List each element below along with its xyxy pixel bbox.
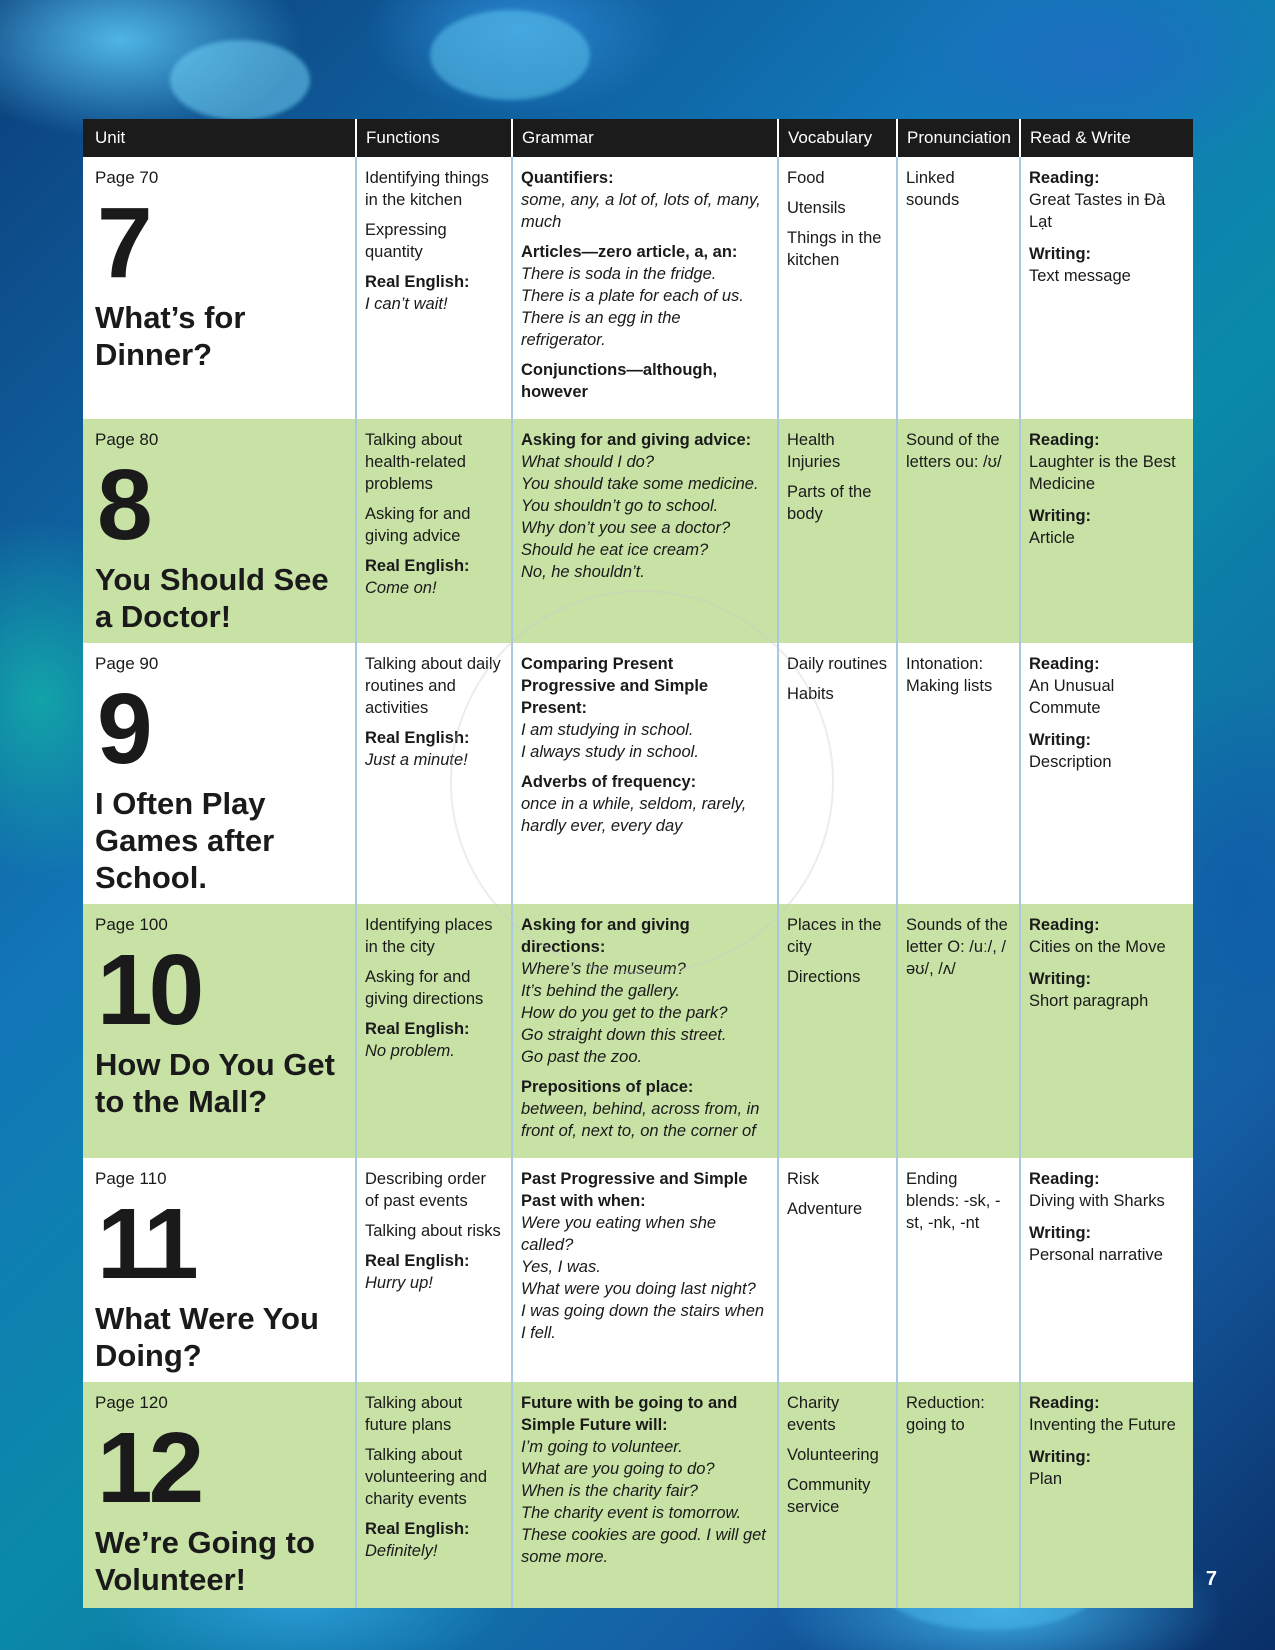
function-item: Describing order of past events [365, 1170, 487, 1210]
function-item: Identifying things in the kitchen [365, 169, 489, 209]
real-english-phrase: Come on! [365, 579, 437, 597]
unit-number: 8 [97, 449, 149, 561]
grammar-example: Go past the zoo. [521, 1048, 643, 1066]
writing-label: Writing: [1029, 507, 1092, 525]
table-row [83, 1382, 1193, 1608]
vocabulary-cell [778, 419, 897, 643]
grammar-cell [512, 419, 778, 643]
vocabulary-item: Food [787, 169, 825, 187]
writing-type: Plan [1029, 1470, 1063, 1488]
vocabulary-cell [778, 1158, 897, 1382]
grammar-example: between, behind, across from, in front of, next to, on the corner of [521, 1100, 760, 1140]
writing-type: Text message [1029, 267, 1131, 285]
writing-type: Short paragraph [1029, 992, 1149, 1010]
grammar-heading: Prepositions of place: [521, 1078, 694, 1096]
vocabulary-item: Health Injuries [787, 431, 841, 471]
writing-label: Writing: [1029, 1448, 1092, 1466]
unit-cell [83, 904, 356, 1158]
unit-page-label: Page 120 [95, 1393, 168, 1412]
pronunciation-cell [897, 1158, 1020, 1382]
pronunciation-item: Intonation: Making lists [906, 655, 993, 695]
reading-label: Reading: [1029, 431, 1100, 449]
grammar-example: I was going down the stairs when I fell. [521, 1302, 765, 1342]
functions-cell [356, 904, 512, 1158]
pronunciation-item: Sounds of the letter O: /uː/, /əʊ/, /ʌ/ [906, 916, 1008, 978]
unit-cell [83, 1158, 356, 1382]
function-item: Expressing quantity [365, 221, 447, 261]
grammar-example: some, any, a lot of, lots of, many, much [521, 191, 761, 231]
grammar-block [521, 359, 769, 403]
grammar-block [521, 167, 769, 233]
vocabulary-cell [778, 1382, 897, 1608]
reading-label: Reading: [1029, 655, 1100, 673]
pronunciation-item: Reduction: going to [906, 1394, 985, 1434]
grammar-example: There is a plate for each of us. [521, 287, 744, 305]
reading-title: Inventing the Future [1029, 1416, 1176, 1434]
background-blob [430, 10, 590, 100]
vocabulary-item: Risk [787, 1170, 820, 1188]
unit-cell [83, 157, 356, 419]
grammar-block [521, 1392, 769, 1568]
spacer [1029, 958, 1185, 968]
functions-cell [356, 643, 512, 904]
vocabulary-item: Places in the city [787, 916, 882, 956]
grammar-block [521, 241, 769, 351]
header-row [83, 119, 1193, 157]
grammar-example: It’s behind the gallery. [521, 982, 680, 1000]
unit-title: What’s for Dinner? [95, 300, 246, 372]
pronunciation-cell [897, 419, 1020, 643]
unit-page-label: Page 90 [95, 654, 159, 673]
real-english-label: Real English: [365, 1252, 470, 1270]
function-item: Talking about volunteering and charity events [365, 1446, 488, 1508]
reading-label: Reading: [1029, 1394, 1100, 1412]
grammar-example: I always study in school. [521, 743, 699, 761]
grammar-example: There is soda in the fridge. [521, 265, 717, 283]
function-item: Identifying places in the city [365, 916, 493, 956]
reading-label: Reading: [1029, 1170, 1100, 1188]
unit-title: You Should See a Doctor! [95, 562, 329, 634]
vocabulary-item: Community service [787, 1476, 871, 1516]
function-item: Talking about daily routines and activities [365, 655, 501, 717]
pronunciation-cell [897, 904, 1020, 1158]
vocabulary-cell [778, 904, 897, 1158]
read-write-cell [1020, 1382, 1193, 1608]
read-write-cell [1020, 643, 1193, 904]
functions-cell [356, 157, 512, 419]
unit-cell [83, 1382, 356, 1608]
table-row [83, 1158, 1193, 1382]
grammar-example: There is an egg in the refrigerator. [521, 309, 681, 349]
real-english-phrase: Just a minute! [365, 751, 468, 769]
functions-cell [356, 1158, 512, 1382]
table-row [83, 419, 1193, 643]
unit-number: 12 [97, 1412, 201, 1524]
function-item: Talking about health-related problems [365, 431, 466, 493]
reading-title: Great Tastes in Đà Lạt [1029, 191, 1166, 231]
reading-title: Diving with Sharks [1029, 1192, 1165, 1210]
function-item: Asking for and giving advice [365, 505, 471, 545]
pronunciation-cell [897, 643, 1020, 904]
grammar-example: Why don’t you see a doctor? [521, 519, 731, 537]
page-number: 7 [1205, 1568, 1217, 1590]
grammar-heading: Adverbs of frequency: [521, 773, 697, 791]
spacer [1029, 495, 1185, 505]
pronunciation-item: Linked sounds [906, 169, 960, 209]
grammar-example: These cookies are good. I will get some more. [521, 1526, 766, 1566]
grammar-heading: Quantifiers: [521, 169, 614, 187]
grammar-example: I am studying in school. [521, 721, 694, 739]
unit-number: 7 [97, 187, 149, 299]
real-english-label: Real English: [365, 1520, 470, 1538]
grammar-cell [512, 1158, 778, 1382]
background-blob [170, 40, 310, 120]
writing-label: Writing: [1029, 731, 1092, 749]
reading-label: Reading: [1029, 169, 1100, 187]
grammar-block [521, 653, 769, 763]
grammar-example: How do you get to the park? [521, 1004, 728, 1022]
real-english-phrase: I can’t wait! [365, 295, 448, 313]
grammar-example: What were you doing last night? [521, 1280, 756, 1298]
reading-title: Laughter is the Best Medicine [1029, 453, 1176, 493]
vocabulary-item: Adventure [787, 1200, 863, 1218]
writing-label: Writing: [1029, 970, 1092, 988]
grammar-example: once in a while, seldom, rarely, hardly ever, every day [521, 795, 747, 835]
writing-label: Writing: [1029, 1224, 1092, 1242]
grammar-example: The charity event is tomorrow. [521, 1504, 742, 1522]
grammar-example: What should I do? [521, 453, 654, 471]
unit-page-label: Page 70 [95, 168, 159, 187]
unit-page-label: Page 100 [95, 915, 168, 934]
grammar-heading: Comparing Present Progressive and Simple Present: [521, 655, 709, 717]
writing-type: Article [1029, 529, 1075, 547]
real-english-label: Real English: [365, 557, 470, 575]
unit-cell [83, 643, 356, 904]
table-row [83, 904, 1193, 1158]
header-grammar: Grammar [512, 119, 778, 157]
grammar-block [521, 771, 769, 837]
grammar-example: Were you eating when she called? [521, 1214, 717, 1254]
read-write-cell [1020, 419, 1193, 643]
vocabulary-item: Charity events [787, 1394, 840, 1434]
reading-label: Reading: [1029, 916, 1100, 934]
pronunciation-cell [897, 157, 1020, 419]
grammar-example: Go straight down this street. [521, 1026, 727, 1044]
real-english-phrase: No problem. [365, 1042, 455, 1060]
grammar-example: Should he eat ice cream? [521, 541, 709, 559]
grammar-heading: Asking for and giving directions: [521, 916, 690, 956]
spacer [1029, 719, 1185, 729]
vocabulary-item: Things in the kitchen [787, 229, 882, 269]
unit-number: 11 [97, 1188, 195, 1300]
pronunciation-item: Sound of the letters ou: /ʊ/ [906, 431, 1002, 471]
header-pronunciation: Pronunciation [897, 119, 1020, 157]
unit-page-label: Page 80 [95, 430, 159, 449]
real-english-phrase: Definitely! [365, 1542, 438, 1560]
unit-number: 9 [97, 673, 149, 785]
writing-type: Description [1029, 753, 1112, 771]
vocabulary-cell [778, 157, 897, 419]
table-row [83, 157, 1193, 419]
unit-title: How Do You Get to the Mall? [95, 1047, 335, 1119]
writing-type: Personal narrative [1029, 1246, 1163, 1264]
real-english-label: Real English: [365, 729, 470, 747]
vocabulary-item: Volunteering [787, 1446, 879, 1464]
header-read-write: Read & Write [1020, 119, 1193, 157]
unit-title: I Often Play Games after School. [95, 786, 275, 895]
grammar-heading: Future with be going to and Simple Future will: [521, 1394, 738, 1434]
read-write-cell [1020, 157, 1193, 419]
grammar-example: When is the charity fair? [521, 1482, 698, 1500]
spacer [1029, 233, 1185, 243]
vocabulary-item: Utensils [787, 199, 846, 217]
real-english-label: Real English: [365, 1020, 470, 1038]
grammar-heading: Articles—zero article, a, an: [521, 243, 738, 261]
grammar-example: What are you going to do? [521, 1460, 715, 1478]
grammar-cell [512, 157, 778, 419]
pronunciation-cell [897, 1382, 1020, 1608]
grammar-cell [512, 1382, 778, 1608]
grammar-example: Where’s the museum? [521, 960, 686, 978]
pronunciation-item: Ending blends: -sk, -st, -nk, -nt [906, 1170, 1001, 1232]
functions-cell [356, 419, 512, 643]
grammar-heading: Conjunctions—although, however [521, 361, 718, 401]
writing-label: Writing: [1029, 245, 1092, 263]
vocabulary-item: Directions [787, 968, 861, 986]
function-item: Talking about future plans [365, 1394, 463, 1434]
vocabulary-item: Parts of the body [787, 483, 872, 523]
read-write-cell [1020, 1158, 1193, 1382]
header-functions: Functions [356, 119, 512, 157]
reading-title: Cities on the Move [1029, 938, 1166, 956]
unit-cell [83, 419, 356, 643]
grammar-block [521, 429, 769, 583]
real-english-label: Real English: [365, 273, 470, 291]
grammar-cell [512, 643, 778, 904]
reading-title: An Unusual Commute [1029, 677, 1115, 717]
grammar-example: No, he shouldn’t. [521, 563, 645, 581]
header-unit: Unit [83, 119, 356, 157]
spacer [1029, 1436, 1185, 1446]
grammar-example: I’m going to volunteer. [521, 1438, 683, 1456]
grammar-cell [512, 904, 778, 1158]
grammar-example: You shouldn’t go to school. [521, 497, 719, 515]
grammar-block [521, 914, 769, 1068]
grammar-heading: Asking for and giving advice: [521, 431, 752, 449]
functions-cell [356, 1382, 512, 1608]
vocabulary-item: Daily routines [787, 655, 887, 673]
grammar-block [521, 1076, 769, 1142]
grammar-heading: Past Progressive and Simple Past with when: [521, 1170, 748, 1210]
grammar-example: You should take some medicine. [521, 475, 759, 493]
spacer [1029, 1212, 1185, 1222]
grammar-example: Yes, I was. [521, 1258, 601, 1276]
read-write-cell [1020, 904, 1193, 1158]
unit-title: What Were You Doing? [95, 1301, 319, 1373]
real-english-phrase: Hurry up! [365, 1274, 433, 1292]
function-item: Asking for and giving directions [365, 968, 484, 1008]
unit-page-label: Page 110 [95, 1169, 167, 1188]
unit-title: We’re Going to Volunteer! [95, 1525, 315, 1597]
table-row [83, 643, 1193, 904]
header-vocabulary: Vocabulary [778, 119, 897, 157]
grammar-block [521, 1168, 769, 1344]
vocabulary-item: Habits [787, 685, 834, 703]
vocabulary-cell [778, 643, 897, 904]
function-item: Talking about risks [365, 1222, 501, 1240]
table-of-contents [83, 119, 1193, 1608]
unit-number: 10 [97, 934, 201, 1046]
